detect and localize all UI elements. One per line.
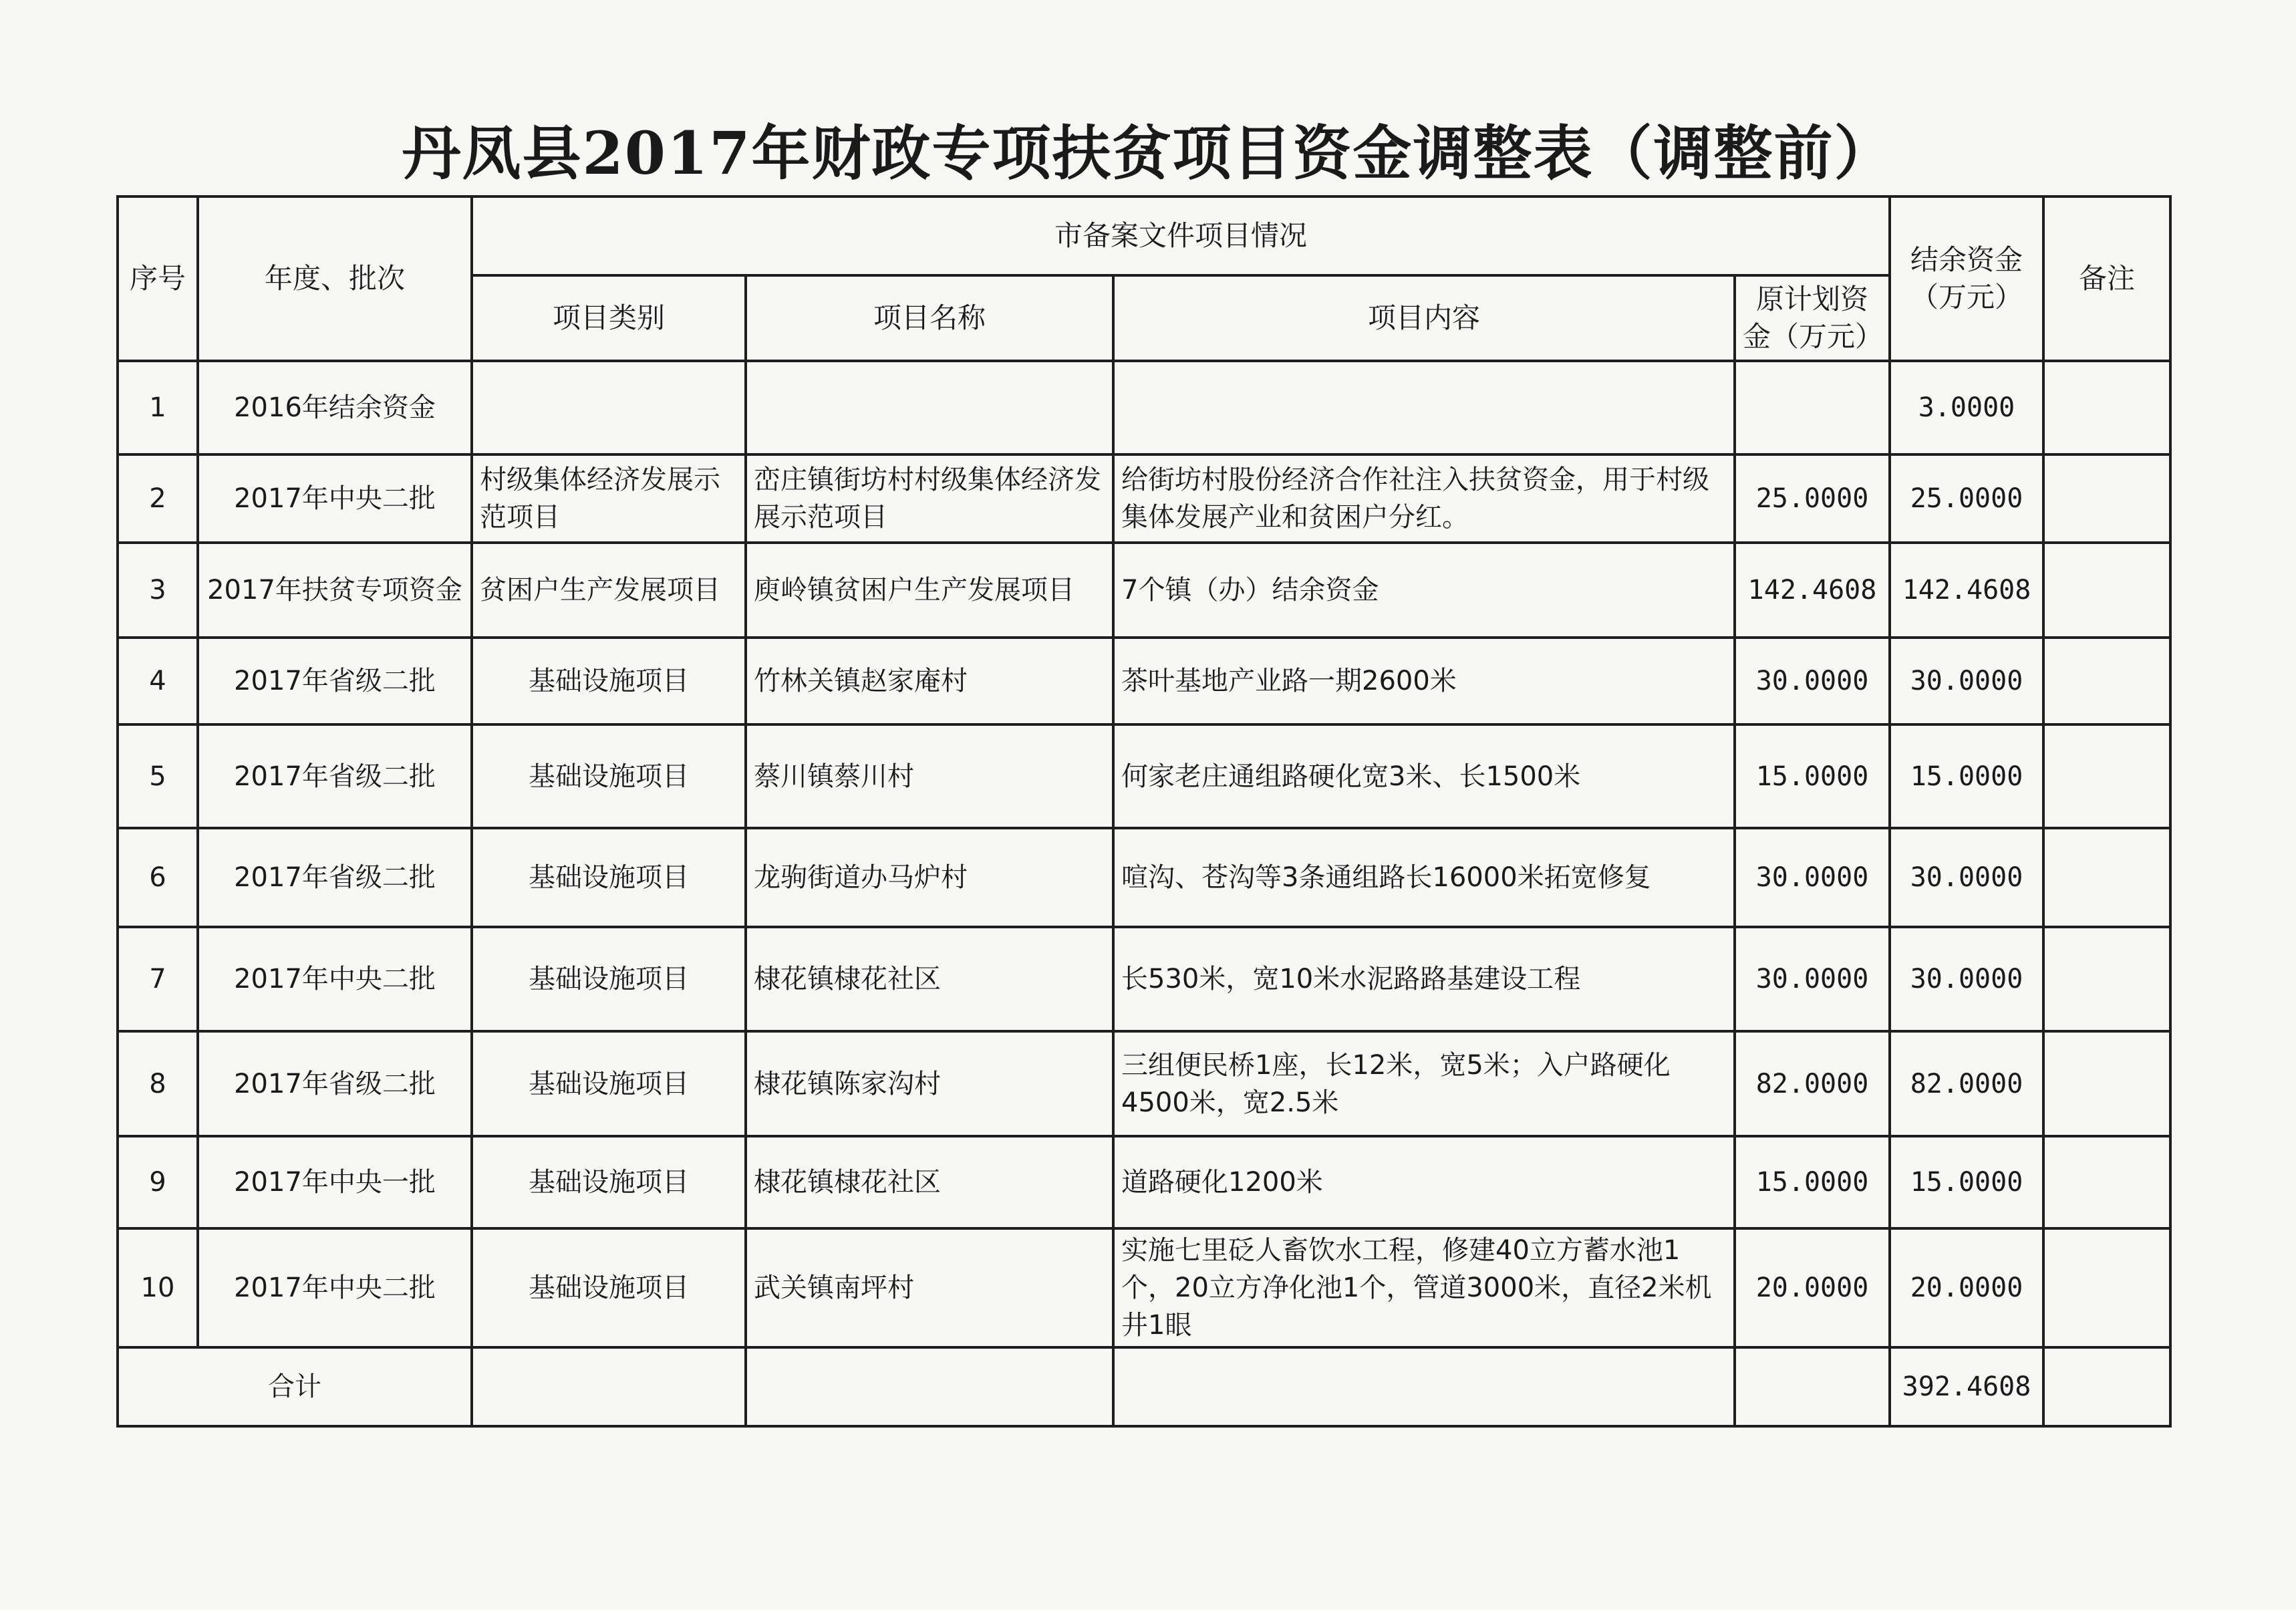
cell-content: 长530米，宽10米水泥路路基建设工程 <box>1113 927 1735 1031</box>
table-row <box>118 724 2170 828</box>
cell-seq: 2 <box>118 454 198 543</box>
cell-remark <box>2043 1136 2170 1228</box>
cell-planned: 25.0000 <box>1735 454 1890 543</box>
cell-seq: 10 <box>118 1228 198 1347</box>
cell-remark <box>2043 543 2170 638</box>
cell-batch: 2017年省级二批 <box>198 828 472 927</box>
total-empty-cell <box>1113 1347 1735 1426</box>
table-row <box>118 1031 2170 1136</box>
cell-planned: 20.0000 <box>1735 1228 1890 1347</box>
cell-planned <box>1735 361 1890 454</box>
cell-content: 喧沟、苍沟等3条通组路长16000米拓宽修复 <box>1113 828 1735 927</box>
cell-content <box>1113 361 1735 454</box>
cell-category: 基础设施项目 <box>472 1031 746 1136</box>
cell-remark <box>2043 1228 2170 1347</box>
cell-category: 基础设施项目 <box>472 638 746 724</box>
cell-name: 峦庄镇街坊村村级集体经济发展示范项目 <box>746 454 1113 543</box>
cell-name: 蔡川镇蔡川村 <box>746 724 1113 828</box>
total-label: 合计 <box>118 1347 472 1426</box>
header-remark: 备注 <box>2043 196 2170 361</box>
header-planned: 原计划资金（万元） <box>1735 275 1890 361</box>
cell-remark <box>2043 454 2170 543</box>
total-balance: 392.4608 <box>1890 1347 2043 1426</box>
cell-planned: 30.0000 <box>1735 638 1890 724</box>
cell-name: 棣花镇棣花社区 <box>746 1136 1113 1228</box>
cell-balance: 15.0000 <box>1890 1136 2043 1228</box>
cell-content: 何家老庄通组路硬化宽3米、长1500米 <box>1113 724 1735 828</box>
cell-seq: 4 <box>118 638 198 724</box>
total-empty-cell <box>1735 1347 1890 1426</box>
cell-planned: 30.0000 <box>1735 927 1890 1031</box>
table-row <box>118 361 2170 454</box>
total-empty-cell <box>746 1347 1113 1426</box>
cell-seq: 5 <box>118 724 198 828</box>
header-category: 项目类别 <box>472 275 746 361</box>
cell-name: 龙驹街道办马炉村 <box>746 828 1113 927</box>
cell-seq: 1 <box>118 361 198 454</box>
header-content: 项目内容 <box>1113 275 1735 361</box>
table-row <box>118 927 2170 1031</box>
cell-planned: 82.0000 <box>1735 1031 1890 1136</box>
cell-name <box>746 361 1113 454</box>
cell-batch: 2017年中央二批 <box>198 1228 472 1347</box>
header-batch: 年度、批次 <box>198 196 472 361</box>
cell-planned: 142.4608 <box>1735 543 1890 638</box>
cell-batch: 2017年省级二批 <box>198 638 472 724</box>
cell-content: 7个镇（办）结余资金 <box>1113 543 1735 638</box>
cell-batch: 2017年中央二批 <box>198 454 472 543</box>
cell-batch: 2016年结余资金 <box>198 361 472 454</box>
cell-category: 贫困户生产发展项目 <box>472 543 746 638</box>
cell-name: 棣花镇陈家沟村 <box>746 1031 1113 1136</box>
cell-name: 棣花镇棣花社区 <box>746 927 1113 1031</box>
cell-remark <box>2043 724 2170 828</box>
cell-seq: 7 <box>118 927 198 1031</box>
fund-table <box>116 195 2172 1428</box>
header-name: 项目名称 <box>746 275 1113 361</box>
table-row <box>118 638 2170 724</box>
table-row <box>118 1136 2170 1228</box>
cell-category: 基础设施项目 <box>472 828 746 927</box>
cell-content: 道路硬化1200米 <box>1113 1136 1735 1228</box>
table-row <box>118 454 2170 543</box>
cell-balance: 15.0000 <box>1890 724 2043 828</box>
cell-name: 武关镇南坪村 <box>746 1228 1113 1347</box>
cell-remark <box>2043 1031 2170 1136</box>
cell-balance: 30.0000 <box>1890 828 2043 927</box>
table-row <box>118 543 2170 638</box>
cell-batch: 2017年中央二批 <box>198 927 472 1031</box>
total-row <box>118 1347 2170 1426</box>
cell-remark <box>2043 638 2170 724</box>
cell-batch: 2017年省级二批 <box>198 1031 472 1136</box>
cell-remark <box>2043 361 2170 454</box>
cell-balance: 30.0000 <box>1890 927 2043 1031</box>
cell-category: 基础设施项目 <box>472 927 746 1031</box>
cell-balance: 142.4608 <box>1890 543 2043 638</box>
page-title: 丹凤县2017年财政专项扶贫项目资金调整表（调整前） <box>402 118 1894 188</box>
cell-seq: 9 <box>118 1136 198 1228</box>
cell-category: 村级集体经济发展示范项目 <box>472 454 746 543</box>
cell-remark <box>2043 828 2170 927</box>
cell-content: 三组便民桥1座，长12米，宽5米；入户路硬化4500米，宽2.5米 <box>1113 1031 1735 1136</box>
cell-category: 基础设施项目 <box>472 1136 746 1228</box>
total-empty-cell <box>472 1347 746 1426</box>
header-balance: 结余资金（万元） <box>1890 196 2043 361</box>
cell-category: 基础设施项目 <box>472 724 746 828</box>
cell-batch: 2017年扶贫专项资金 <box>198 543 472 638</box>
cell-category: 基础设施项目 <box>472 1228 746 1347</box>
table-row <box>118 828 2170 927</box>
cell-name: 庾岭镇贫困户生产发展项目 <box>746 543 1113 638</box>
table-row <box>118 1228 2170 1347</box>
header-group: 市备案文件项目情况 <box>472 196 1890 275</box>
cell-name: 竹林关镇赵家庵村 <box>746 638 1113 724</box>
cell-content: 给街坊村股份经济合作社注入扶贫资金，用于村级集体发展产业和贫困户分红。 <box>1113 454 1735 543</box>
cell-category <box>472 361 746 454</box>
cell-planned: 30.0000 <box>1735 828 1890 927</box>
cell-seq: 8 <box>118 1031 198 1136</box>
cell-batch: 2017年省级二批 <box>198 724 472 828</box>
total-remark <box>2043 1347 2170 1426</box>
cell-seq: 3 <box>118 543 198 638</box>
cell-remark <box>2043 927 2170 1031</box>
cell-planned: 15.0000 <box>1735 1136 1890 1228</box>
cell-content: 实施七里砭人畜饮水工程，修建40立方蓄水池1个，20立方净化池1个，管道3000米，直径2米机井1眼 <box>1113 1228 1735 1347</box>
cell-balance: 3.0000 <box>1890 361 2043 454</box>
cell-balance: 82.0000 <box>1890 1031 2043 1136</box>
cell-planned: 15.0000 <box>1735 724 1890 828</box>
cell-batch: 2017年中央一批 <box>198 1136 472 1228</box>
header-seq: 序号 <box>118 196 198 361</box>
cell-balance: 20.0000 <box>1890 1228 2043 1347</box>
cell-balance: 25.0000 <box>1890 454 2043 543</box>
cell-content: 茶叶基地产业路一期2600米 <box>1113 638 1735 724</box>
cell-balance: 30.0000 <box>1890 638 2043 724</box>
cell-seq: 6 <box>118 828 198 927</box>
